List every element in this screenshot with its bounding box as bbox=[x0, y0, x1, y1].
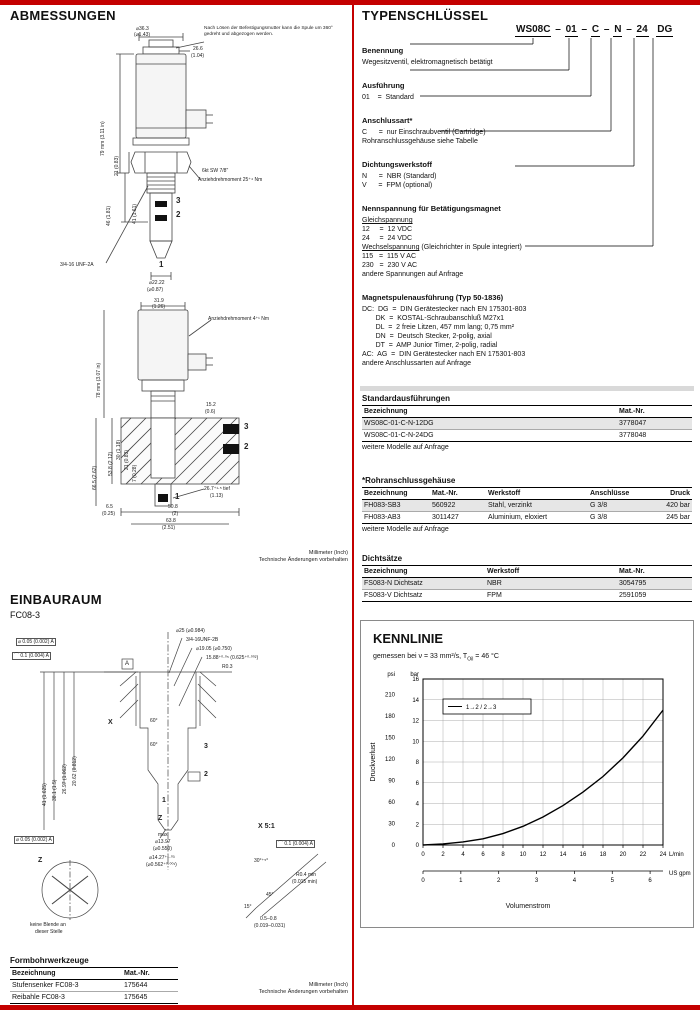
section-heading: Ausführung bbox=[362, 81, 408, 90]
dimension-label: (0.015 min) bbox=[292, 879, 318, 885]
typenschluessel-section-4 bbox=[362, 154, 692, 190]
dimension-label: max bbox=[158, 832, 168, 838]
table-cell: 560922 bbox=[430, 500, 486, 512]
dimension-label: 66.5 (2.62) bbox=[92, 465, 98, 490]
section-heading: Dichtungswerkstoff bbox=[362, 160, 435, 169]
standardausfuehrungen-footnote: weitere Modelle auf Anfrage bbox=[362, 444, 449, 451]
dimension-label: ⌀14.27⁺⁰·⁰³ bbox=[149, 855, 175, 861]
dimension-label: 6.5 bbox=[106, 504, 113, 510]
section-separator bbox=[360, 386, 694, 391]
gpm-tick-label: 6 bbox=[648, 878, 652, 884]
pressure-loss-chart bbox=[365, 667, 691, 897]
x-tick-label: 14 bbox=[559, 852, 567, 858]
type-code-separator bbox=[649, 24, 657, 35]
valve-front-view-drawing bbox=[8, 26, 348, 298]
section-line: Gleichspannung bbox=[362, 217, 413, 224]
dimension-label: 31.9 bbox=[154, 298, 164, 304]
type-code-segment: N bbox=[614, 24, 622, 35]
table-cell: 2591059 bbox=[617, 590, 692, 602]
dimension-label: 15.88⁺⁰·⁰⁵ (0.625⁺⁰·⁰⁰²) bbox=[206, 655, 259, 661]
dimension-label: ⌒ 0.1 (0.004) A bbox=[278, 841, 314, 847]
kennlinie-title: KENNLINIE bbox=[373, 631, 444, 646]
dimension-label: (⌀0.87) bbox=[147, 287, 164, 293]
bar-tick-label: 12 bbox=[412, 718, 419, 725]
standardausfuehrungen bbox=[362, 405, 692, 442]
table-cell: 175644 bbox=[122, 980, 178, 992]
subtitle-subscript: Oil bbox=[467, 656, 474, 663]
dimension-label: ⌀19.05 (⌀0.750) bbox=[196, 646, 232, 652]
bar-tick-label: 16 bbox=[412, 677, 419, 683]
table-row bbox=[362, 500, 692, 512]
x-tick-label: 2 bbox=[441, 852, 445, 858]
dimension-label: 53.8 (2.12) bbox=[108, 451, 114, 476]
dimension-label: 3 bbox=[176, 196, 181, 205]
gpm-tick-label: 5 bbox=[610, 878, 614, 884]
dimension-label: 2 bbox=[244, 442, 249, 451]
x-tick-label: 24 bbox=[659, 852, 667, 858]
column-header: Anschlüsse bbox=[588, 488, 650, 500]
dimension-footer-1 bbox=[153, 550, 348, 563]
section-line: DN = Deutsch Stecker, 2-polig, axial bbox=[362, 333, 492, 340]
legend-label: 1→2 / 2→3 bbox=[466, 705, 497, 711]
section-line: Wechselspannung (Gleichrichter in Spule integriert) bbox=[362, 244, 522, 251]
section-line: V = FPM (optional) bbox=[362, 182, 433, 189]
section-line: DT = AMP Junior Timer, 2-polig, radial bbox=[362, 342, 498, 349]
dimension-label: Z bbox=[38, 857, 43, 864]
dimension-label: 15° bbox=[244, 904, 252, 910]
rohranschlussgehaeuse bbox=[362, 487, 692, 524]
x-tick-label: 16 bbox=[579, 852, 587, 858]
dimension-label: (⌀0.550) bbox=[153, 846, 172, 852]
type-code-separator: – bbox=[601, 24, 613, 35]
dimension-label: A bbox=[125, 661, 130, 667]
dimension-label: X 5:1 bbox=[258, 823, 275, 830]
section-heading: Benennung bbox=[362, 46, 406, 55]
type-code-separator: – bbox=[623, 24, 635, 35]
table-row bbox=[362, 590, 692, 602]
chart-ylabel: Druckverlust bbox=[370, 742, 377, 782]
psi-tick-label: 30 bbox=[388, 821, 395, 828]
dimension-label: keine Blende an bbox=[30, 922, 66, 928]
dimension-label: 46 (1.81) bbox=[106, 205, 112, 226]
bar-tick-label: 4 bbox=[415, 801, 419, 808]
dimension-label: 1 bbox=[159, 260, 164, 269]
typenschluessel-section-6 bbox=[362, 287, 692, 368]
dimension-label: Anziehdrehmoment 4⁺¹ Nm bbox=[208, 316, 269, 322]
section-line: Wegesitzventil, elektromagnetisch betätigt bbox=[362, 59, 493, 66]
dimension-label: X bbox=[108, 719, 113, 726]
table-cell: 245 bar bbox=[650, 512, 692, 524]
gpm-tick-label: 1 bbox=[459, 878, 463, 884]
bar-tick-label: 6 bbox=[415, 780, 419, 787]
table-row bbox=[362, 430, 692, 442]
dichtsaetze-title: Dichtsätze bbox=[362, 554, 403, 563]
column-header: Mat.-Nr. bbox=[122, 968, 178, 980]
dimension-label: ⌀13.97 bbox=[155, 839, 171, 845]
table-cell: FH083-AB3 bbox=[362, 512, 430, 524]
typenschluessel-sections bbox=[362, 40, 692, 376]
dimension-label: 60° bbox=[150, 742, 158, 748]
dimension-label: (0.6) bbox=[205, 409, 216, 415]
type-code-segment: DG bbox=[657, 24, 673, 35]
table-cell: 175645 bbox=[122, 992, 178, 1004]
typenschluessel-section-2 bbox=[362, 75, 692, 102]
psi-unit-label: psi bbox=[387, 672, 395, 678]
table-header-row bbox=[362, 406, 692, 418]
column-header: Mat.-Nr. bbox=[617, 406, 692, 418]
dimension-label: (1.26) bbox=[152, 304, 166, 310]
gpm-tick-label: 0 bbox=[421, 878, 425, 884]
psi-tick-label: 150 bbox=[384, 735, 395, 742]
x-tick-label: 12 bbox=[539, 852, 547, 858]
section-line: 230 = 230 V AC bbox=[362, 262, 418, 269]
section-heading: Anschlussart* bbox=[362, 116, 415, 125]
dimension-drawing-valve bbox=[8, 26, 348, 298]
dimension-label: 3/4-16UNF-2B bbox=[186, 637, 219, 643]
section-line: 24 = 24 VDC bbox=[362, 235, 412, 242]
x-tick-label: 0 bbox=[421, 852, 425, 858]
psi-tick-label: 120 bbox=[384, 757, 395, 764]
psi-tick-label: 180 bbox=[384, 714, 395, 721]
dimension-label: 78 mm (3.07 in) bbox=[96, 362, 102, 398]
dimension-label: 15.2 bbox=[206, 402, 216, 408]
dimension-label: (1.13) bbox=[210, 493, 224, 499]
type-code-segment: C bbox=[591, 24, 600, 35]
dimension-label: 45° bbox=[266, 892, 274, 898]
dimension-label: (2.51) bbox=[162, 525, 176, 531]
einbauraum-title: EINBAURAUM bbox=[10, 592, 102, 607]
column-header: Mat.-Nr. bbox=[617, 566, 692, 578]
x-tick-label: 6 bbox=[481, 852, 485, 858]
dimension-drawing-housing bbox=[8, 298, 348, 550]
table-cell: Stahl, verzinkt bbox=[486, 500, 588, 512]
rohranschlussgehaeuse-footnote: weitere Modelle auf Anfrage bbox=[362, 526, 449, 533]
table-cell: Aluminium, eloxiert bbox=[486, 512, 588, 524]
x-tick-label: 10 bbox=[519, 852, 527, 858]
column-header: Druck bbox=[650, 488, 692, 500]
dichtsaetze bbox=[362, 565, 692, 602]
bar-tick-label: 2 bbox=[415, 822, 419, 829]
table-cell: Stufensenker FC08-3 bbox=[10, 980, 122, 992]
dimension-label: 6kt SW 7/8" bbox=[202, 168, 229, 174]
kennlinie-subtitle bbox=[373, 653, 499, 662]
typenschluessel-title: TYPENSCHLÜSSEL bbox=[362, 8, 489, 23]
rohranschlussgehaeuse-table bbox=[362, 487, 692, 524]
dimension-label: 50.8 bbox=[168, 504, 178, 510]
dimension-label: 3 bbox=[244, 422, 249, 431]
dimension-label: R0.4 min bbox=[296, 872, 317, 878]
left-column bbox=[8, 0, 348, 1012]
section-line: 12 = 12 VDC bbox=[362, 226, 412, 233]
dimension-label: 7 (0.28) bbox=[132, 464, 138, 482]
table-header-row bbox=[362, 488, 692, 500]
x-tick-label: 22 bbox=[639, 852, 647, 858]
table-header-row bbox=[10, 968, 178, 980]
psi-tick-label: 60 bbox=[388, 800, 395, 807]
section-line: C = nur Einschraubventil (Cartridge) bbox=[362, 129, 486, 136]
dimension-label: ⌀ 0.05 (0.002) A bbox=[16, 837, 52, 843]
dimension-label: ⌀22.22 bbox=[149, 280, 165, 286]
type-code-segment: 01 bbox=[565, 24, 577, 35]
footer-line: Technische Änderungen vorbehalten bbox=[258, 556, 348, 563]
dimension-label: (2) bbox=[172, 511, 179, 517]
standardausfuehrungen-title: Standardausführungen bbox=[362, 394, 451, 403]
typenschluessel-section-3 bbox=[362, 110, 692, 146]
section-line: Rohranschlussgehäuse siehe Tabelle bbox=[362, 138, 478, 145]
dimension-label: 30 (1.18) bbox=[116, 439, 122, 460]
table-cell: 3778048 bbox=[617, 430, 692, 442]
column-header: Bezeichnung bbox=[362, 406, 617, 418]
gpm-tick-label: 4 bbox=[572, 878, 577, 884]
rohranschlussgehaeuse-title: *Rohranschlussgehäuse bbox=[362, 476, 456, 485]
lmin-unit-label: L/min bbox=[669, 852, 684, 858]
cavity-section-drawing bbox=[8, 626, 348, 956]
gpm-tick-label: 3 bbox=[534, 878, 539, 884]
gpm-tick-label: 2 bbox=[497, 878, 501, 884]
section-line: N = NBR (Standard) bbox=[362, 173, 437, 180]
section-line: andere Anschlussarten auf Anfrage bbox=[362, 360, 471, 367]
section-line: 115 = 115 V AC bbox=[362, 253, 417, 260]
dimension-label: ⌀25 (⌀0.984) bbox=[176, 628, 205, 634]
subtitle-text: = 46 °C bbox=[473, 653, 499, 660]
bar-tick-label: 8 bbox=[415, 760, 419, 766]
column-header: Bezeichnung bbox=[362, 566, 485, 578]
table-cell: 3011427 bbox=[430, 512, 486, 524]
column-header: Werkstoff bbox=[486, 488, 588, 500]
section-line: DK = KOSTAL-Schraubanschluß M27x1 bbox=[362, 315, 505, 322]
dimension-label: dieser Stelle bbox=[35, 929, 63, 935]
cavity-drawing-fc08-3 bbox=[8, 626, 348, 956]
dimension-label: 21 (0.83) bbox=[114, 155, 120, 176]
type-code-separator: – bbox=[578, 24, 590, 35]
psi-tick-label: 90 bbox=[388, 778, 395, 785]
dimension-label: R0.3 bbox=[222, 664, 233, 670]
dimension-label: (0.019–0.031) bbox=[254, 923, 286, 929]
table-cell: Reibahle FC08-3 bbox=[10, 992, 122, 1004]
section-line: DC: DG = DIN Gerätestecker nach EN 175301-803 bbox=[362, 306, 527, 313]
einbauraum-subtitle: FC08-3 bbox=[10, 610, 41, 620]
typenschluessel-section-5 bbox=[362, 198, 692, 279]
dimension-label: 26.97 (1.062) bbox=[62, 764, 68, 794]
section-line: AC: AG = DIN Gerätestecker nach EN 175301-803 bbox=[362, 351, 526, 358]
bar-tick-label: 14 bbox=[412, 697, 419, 704]
dimension-label: 3/4-16 UNF-2A bbox=[60, 262, 94, 268]
table-cell: G 3/8 bbox=[588, 512, 650, 524]
subtitle-text: gemessen bei ν = 33 mm²/s, T bbox=[373, 653, 468, 660]
column-header: Werkstoff bbox=[485, 566, 617, 578]
chart-xlabel: Volumenstrom bbox=[505, 903, 551, 910]
table-cell: FPM bbox=[485, 590, 617, 602]
footer-line: Technische Änderungen vorbehalten bbox=[258, 988, 348, 995]
table-header-row bbox=[362, 566, 692, 578]
section-line: 01 = Standard bbox=[362, 94, 414, 101]
dimension-label: (0.25) bbox=[102, 511, 116, 517]
column-header: Bezeichnung bbox=[362, 488, 430, 500]
dimension-label: 0.5–0.8 bbox=[260, 916, 277, 922]
dimension-label: Anziehdrehmoment 25⁺⁴ Nm bbox=[198, 177, 263, 183]
table-cell: WS08C-01-C-N-24DG bbox=[362, 430, 617, 442]
dimension-label: 60° bbox=[150, 718, 158, 724]
table-cell: FS083-N Dichtsatz bbox=[362, 578, 485, 590]
right-column bbox=[360, 0, 694, 1012]
x-tick-label: 4 bbox=[461, 852, 465, 858]
dimension-label: ⌒ 0.1 (0.004) A bbox=[14, 653, 50, 659]
dimension-label: 26.6 bbox=[193, 46, 203, 52]
type-code-segment: WS08C bbox=[516, 24, 551, 35]
x-tick-label: 20 bbox=[619, 852, 627, 858]
table-row bbox=[362, 512, 692, 524]
dichtsaetze-table bbox=[362, 565, 692, 602]
rotation-note: Nach Lösen der Befestigungsmutter kann die Spule um 360° gedreht und abgezogen werden. bbox=[204, 26, 333, 37]
table-cell: 420 bar bbox=[650, 500, 692, 512]
bar-unit-label: bar bbox=[410, 672, 419, 678]
dimension-label: (⌀1.43) bbox=[134, 32, 151, 38]
column-divider bbox=[352, 5, 354, 1005]
dimension-label: 30°⁺⁵° bbox=[254, 858, 269, 864]
typenschluessel-section-1 bbox=[362, 40, 692, 67]
column-header: Mat.-Nr. bbox=[430, 488, 486, 500]
dimension-label: (⌀0.562⁺⁰·⁰⁰¹) bbox=[146, 862, 177, 868]
dimension-label: 79 mm (3.11 in) bbox=[100, 121, 106, 156]
dimension-label: 2 bbox=[176, 210, 181, 219]
table-cell: WS08C-01-C-N-12DG bbox=[362, 418, 617, 430]
table-cell: FS083-V Dichtsatz bbox=[362, 590, 485, 602]
psi-tick-label: 210 bbox=[384, 692, 395, 699]
dimension-label: 21 (0.83) bbox=[124, 449, 130, 470]
dimension-label: (1.04) bbox=[191, 53, 205, 59]
dimension-label: 2 bbox=[204, 771, 208, 778]
section-heading: Magnetspulenausführung (Typ 50-1836) bbox=[362, 293, 506, 302]
formbohrwerkzeuge-title: Formbohrwerkzeuge bbox=[10, 956, 89, 965]
kennlinie-section bbox=[360, 620, 694, 928]
type-code-separator: – bbox=[552, 24, 564, 35]
table-cell: FH083-SB3 bbox=[362, 500, 430, 512]
table-cell: 3778047 bbox=[617, 418, 692, 430]
table-row bbox=[362, 418, 692, 430]
dimension-label: 3 bbox=[204, 743, 208, 750]
dimension-label: 26.7⁺¹·⁵ tief bbox=[204, 486, 230, 492]
dimension-label: ⌀ 0.05 (0.002) A bbox=[18, 639, 54, 645]
type-code bbox=[515, 24, 673, 37]
footer-line: Millimeter (Inch) bbox=[308, 982, 348, 988]
dimension-label: 38.1 (1.5) bbox=[52, 779, 58, 801]
bar-tick-label: 0 bbox=[415, 843, 419, 849]
dimension-label: 1 bbox=[162, 797, 166, 804]
dimension-label: 1 bbox=[175, 492, 180, 501]
type-code-segment: 24 bbox=[636, 24, 648, 35]
dimension-label: 41 (1.61) bbox=[132, 203, 138, 224]
section-heading: Nennspannung für Betätigungsmagnet bbox=[362, 204, 504, 213]
dimension-label: 41 (1.625) bbox=[42, 783, 48, 806]
x-tick-label: 8 bbox=[501, 852, 505, 858]
table-cell: NBR bbox=[485, 578, 617, 590]
abmessungen-title: ABMESSUNGEN bbox=[10, 8, 116, 23]
standardausfuehrungen-table bbox=[362, 405, 692, 442]
dimension-label: 20.62 (0.812) bbox=[72, 756, 78, 786]
bar-tick-label: 10 bbox=[412, 739, 419, 746]
dimension-footer-2 bbox=[153, 982, 348, 995]
section-line: DL = 2 freie Litzen, 457 mm lang; 0,75 mm² bbox=[362, 324, 515, 331]
gpm-unit-label: US gpm bbox=[669, 871, 691, 877]
dimension-label: Z bbox=[158, 815, 163, 822]
x-tick-label: 18 bbox=[599, 852, 607, 858]
dimension-label: ⌀36.3 bbox=[136, 26, 149, 32]
footer-line: Millimeter (Inch) bbox=[308, 550, 348, 556]
table-cell: 3054795 bbox=[617, 578, 692, 590]
dimension-label: 63.8 bbox=[166, 518, 176, 524]
section-line: andere Spannungen auf Anfrage bbox=[362, 271, 464, 278]
column-header: Bezeichnung bbox=[10, 968, 122, 980]
table-cell: G 3/8 bbox=[588, 500, 650, 512]
psi-tick-label: 0 bbox=[391, 843, 395, 849]
table-row bbox=[362, 578, 692, 590]
